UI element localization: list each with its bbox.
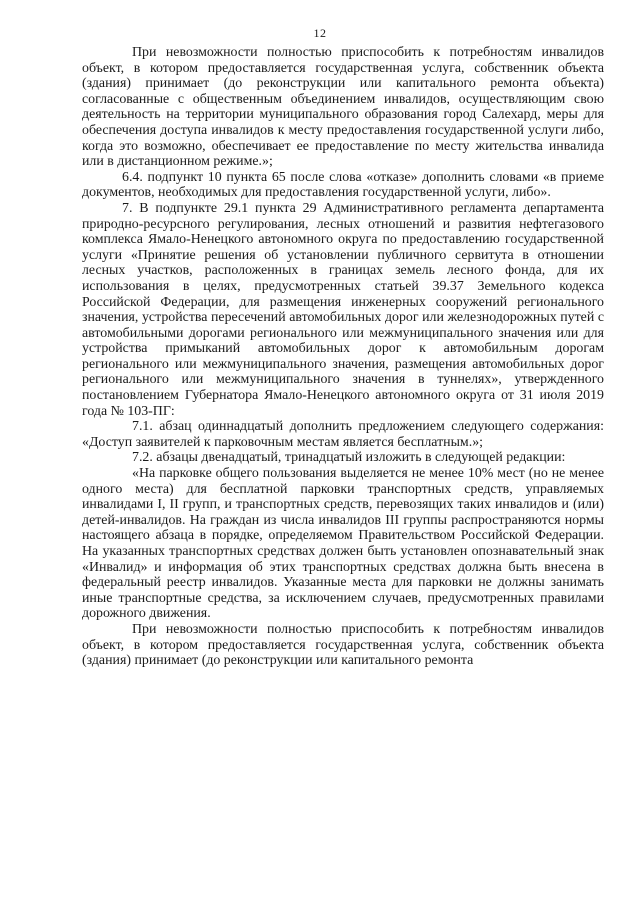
paragraph-item-7-2: 7.2. абзацы двенадцатый, тринадцатый изложить в следующей редакции: xyxy=(132,450,566,466)
paragraph-item-7-1: 7.1. абзац одиннадцатый дополнить предложением следующего содержания: «Доступ заявителей к парковочным местам является бесплатным.»; xyxy=(82,419,604,450)
paragraph-parking-rules: «На парковке общего пользования выделяется не менее 10% мест (но не менее одного места) для бесплатной парковки транспортных средств, управляемых инвалидами I, II групп, и транспортных средств, перевозящих таких инвалидов и (или) детей-инвалидов. На граждан из числа инвалидов III группы распространяются нормы настоящего абзаца в порядке, определяемом Правительством Российской Федерации. На указанных транспортных средствах должен быть установлен опознавательный знак «Инвалид» и информация об этих транспортных средствах должна быть внесена в федеральный реестр инвалидов. Указанные места для парковки не должны занимать иные транспортные средства, за исключением случаев, предусмотренных правилами дорожного движения. xyxy=(82,466,604,622)
document-body xyxy=(82,45,604,669)
paragraph-item-7: 7. В подпункте 29.1 пункта 29 Административного регламента департамента природно-ресурсного регулирования, лесных отношений и развития нефтегазового комплекса Ямало-Ненецкого автономного округа по предоставлению государственной услуги «Принятие решения об установлении публичного сервитута в отношении лесных участков, расположенных в границах земель лесного фонда, для их использования в целях, предусмотренных статьей 39.37 Земельного кодекса Российской Федерации, для размещения инженерных сооружений регионального значения, устройства пересечений автомобильных дорог или железнодорожных путей с автомобильными дорогами регионального или межмуниципального значения или для устройства примыканий автомобильных дорог к автомобильным дорогам регионального или межмуниципального значения, размещения автомобильных дорог регионального или межмуниципального значения в туннелях», утвержденного постановлением Губернатора Ямало-Ненецкого автономного округа от 31 июля 2019 года № 103-ПГ: xyxy=(82,200,604,419)
paragraph-accessibility-continued: При невозможности полностью приспособить к потребностям инвалидов объект, в котором предоставляется государственная услуга, собственник объекта (здания) принимает (до реконструкции или капитального ремонта xyxy=(82,621,604,669)
paragraph-item-6-4: 6.4. подпункт 10 пункта 65 после слова «отказе» дополнить словами «в приеме документов, необходимых для предоставления государственной услуги, либо». xyxy=(82,169,604,201)
page-number: 12 xyxy=(313,26,327,40)
paragraph-accessibility-measures: При невозможности полностью приспособить к потребностям инвалидов объект, в котором предоставляется государственная услуга, собственник объекта (здания) принимает (до реконструкции или капитального ремонта объекта) согласованные с общественным объединением инвалидов, осуществляющим свою деятельность на территории муниципального образования город Салехард, меры для обеспечения доступа инвалидов к месту предоставления государственной услуги либо, когда это возможно, обеспечивает ее предоставление по месту жительства инвалида или в дистанционном режиме.»; xyxy=(82,45,604,170)
